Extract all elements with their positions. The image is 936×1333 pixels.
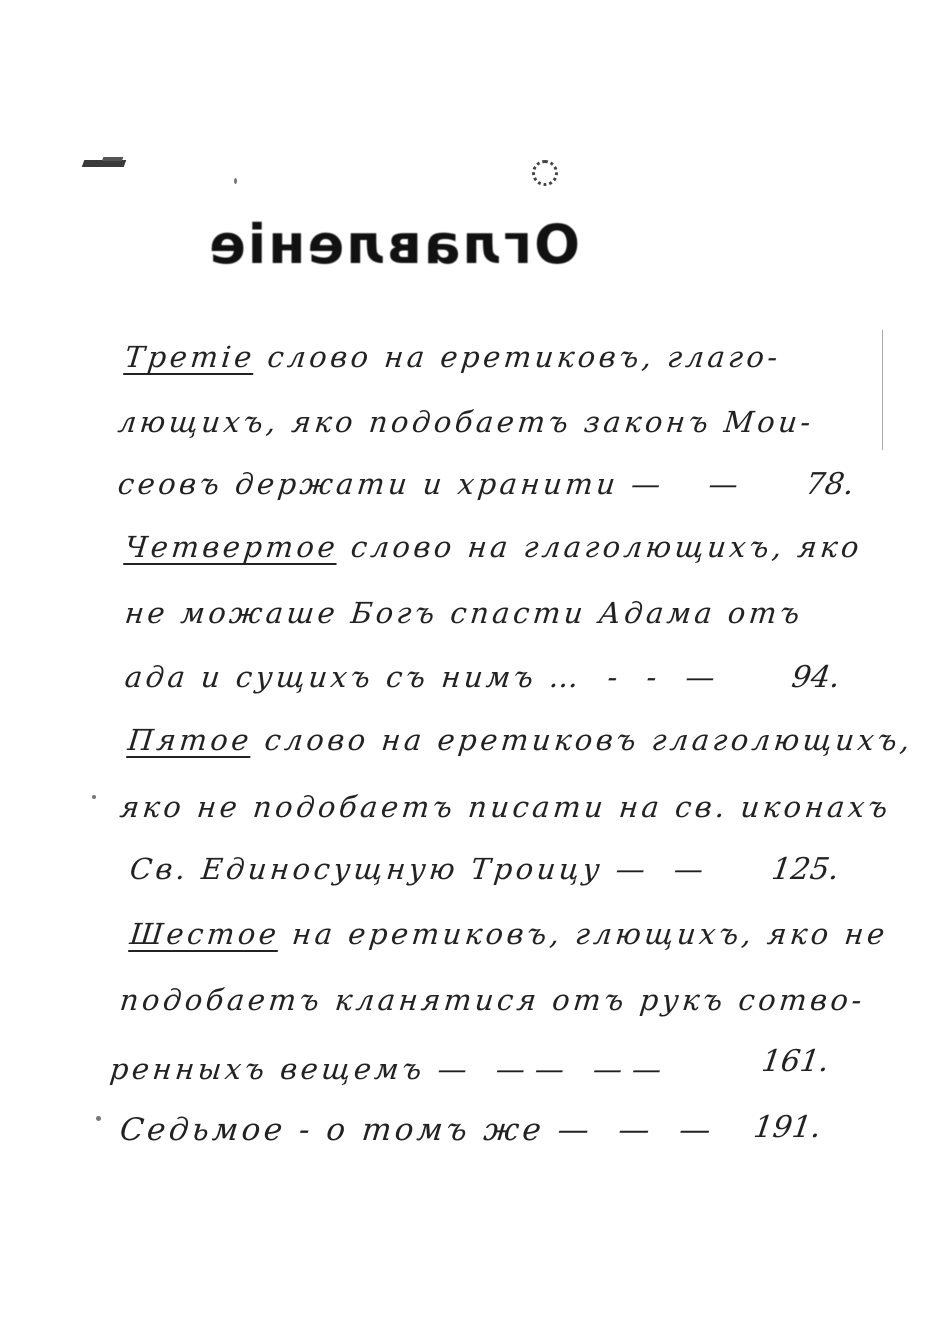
leader-dashes: — — xyxy=(629,467,750,501)
leader-dashes: … - - — xyxy=(547,660,727,694)
toc-line xyxy=(116,467,749,501)
entry-text: не можаше Богъ спасти Адама отъ xyxy=(123,596,805,630)
toc-line xyxy=(118,790,892,824)
scan-speck xyxy=(92,795,96,799)
entry-text: слово на еретиковъ, глаго- xyxy=(265,340,783,374)
entry-heading: Пятое xyxy=(126,723,254,757)
scan-speck xyxy=(96,1116,101,1121)
page-number: 78. xyxy=(803,467,857,502)
toc-line xyxy=(128,917,889,951)
toc-line xyxy=(108,1052,673,1086)
title-ornament xyxy=(532,160,558,186)
scan-margin-line xyxy=(882,330,883,450)
entry-text: ренныхъ вещемъ xyxy=(108,1052,427,1086)
toc-line xyxy=(126,723,915,757)
entry-text: сеовъ держати и хранити xyxy=(116,467,621,501)
toc-line xyxy=(116,405,815,439)
entry-heading: Третіе xyxy=(123,340,257,374)
page-title: Оглавленіе xyxy=(207,213,580,276)
entry-text: - о томъ же xyxy=(297,1112,547,1148)
toc-line xyxy=(123,660,726,694)
toc-line xyxy=(128,852,715,886)
entry-text: ада и сущихъ съ нимъ xyxy=(123,660,539,694)
entry-heading: Седьмое xyxy=(118,1112,288,1148)
page-number: 191. xyxy=(751,1110,824,1145)
entry-heading: Шестое xyxy=(128,917,282,951)
toc-line xyxy=(123,530,864,564)
entry-text: слово на еретиковъ глаголющихъ, xyxy=(263,723,915,757)
leader-dashes: — — xyxy=(614,852,715,886)
entry-text: лющихъ, яко подобаетъ законъ Мои- xyxy=(116,405,816,439)
page-number: 125. xyxy=(769,852,842,887)
leader-dashes: — — — xyxy=(555,1112,723,1148)
toc-line xyxy=(123,596,804,630)
toc-line xyxy=(118,1112,722,1148)
leader-dashes: — —— —— xyxy=(435,1052,674,1086)
toc-line xyxy=(123,340,782,374)
page-number: 161. xyxy=(759,1044,832,1079)
toc-line xyxy=(118,983,867,1017)
entry-heading: Четвертое xyxy=(123,530,341,564)
entry-text: яко не подобаетъ писати на св. иконахъ xyxy=(118,790,893,824)
entry-text: слово на глаголющихъ, яко xyxy=(349,530,864,564)
entry-text: на еретиковъ, глющихъ, яко не xyxy=(290,917,890,951)
scan-edge-mark xyxy=(82,160,127,167)
entry-text: подобаетъ кланятися отъ рукъ сотво- xyxy=(118,983,867,1017)
page-number: 94. xyxy=(789,660,843,695)
entry-text: Св. Единосущную Троицу xyxy=(128,852,605,886)
scan-speck xyxy=(234,178,237,184)
